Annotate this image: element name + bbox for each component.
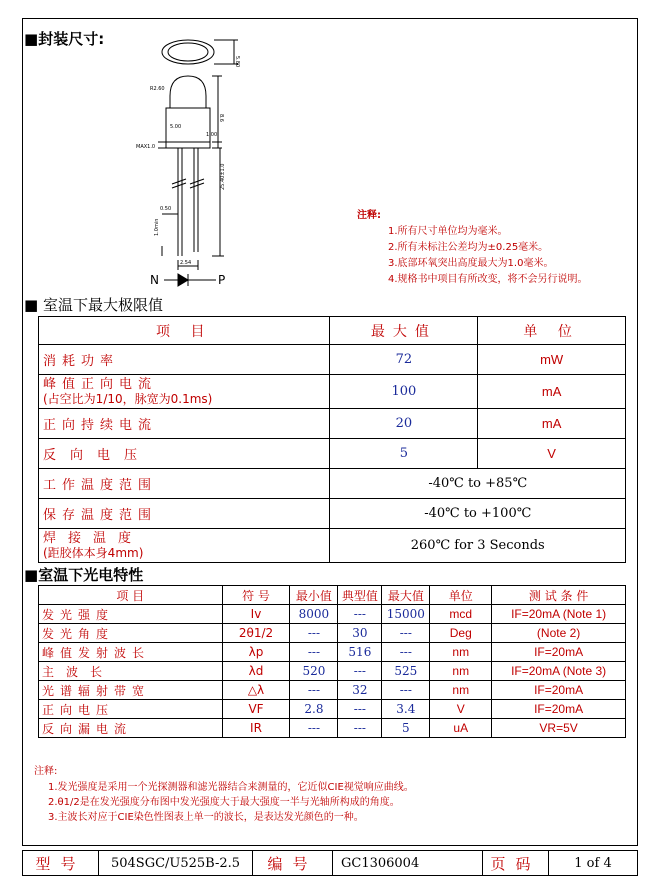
table-row: 正向电压 VF 2.8 --- 3.4 V IF=20mA [39,700,626,719]
note-item: 2.θ1/2是在发光强度分布图中发光强度大于最大强度一半与光轴所构成的角度。 [48,797,400,808]
led-package-drawing [120,24,340,289]
table-row: 消耗功率 72 mW [39,345,626,375]
table-header-row [39,317,626,345]
dim-label: 25.40±1.0 [220,163,226,190]
table-row: 峰值正向电流 (占空比为1/10，脉宽为0.1ms) 100 mA [39,375,626,409]
page-value: 1 of 4 [574,855,612,871]
dim-label: 5.00 [170,124,182,130]
table-row: 焊接温度 (距胶体本身4mm) 260℃ for 3 Seconds [39,529,626,563]
table-row: 光谱辐射带宽 △λ --- 32 --- nm IF=20mA [39,681,626,700]
max-ratings-title: ■ 室温下最大极限值 [24,296,163,314]
dim-label: 5.80 [234,56,240,68]
table-row: 发光角度 2θ1/2 --- 30 --- Deg (Note 2) [39,624,626,643]
code-value: GC1306004 [333,851,483,875]
table-header-row: 项 目 符 号 最小值 典型值 最大值 单位 测 试 条 件 [39,586,626,605]
dim-label: 1.0min [154,218,160,236]
table-row: 反向漏电流 IR --- --- 5 uA VR=5V [39,719,626,738]
dim-label: 1.00 [206,132,218,138]
table-row: 正向持续电流 20 mA [39,409,626,439]
package-notes [388,224,588,288]
dim-label: 0.50 [160,206,172,212]
model-value: 504SGC/U525B-2.5 [99,851,253,875]
header-max: 最大值 [330,317,478,345]
note-item: 3.主波长对应于CIE染色性图表上单一的波长，是表达发光颜色的一种。 [48,812,364,823]
page-label: 页码 [483,851,549,875]
electro-table [38,585,626,738]
note-item: 1.发光强度是采用一个光探测器和滤光器结合来测量的，它近似CIE视觉响应曲线。 [48,782,414,793]
table-row: 峰值发射波长 λp --- 516 --- nm IF=20mA [39,643,626,662]
header-unit: 单 位 [478,317,626,345]
package-title: ■封装尺寸: [24,30,105,48]
header-item: 项 目 [39,317,330,345]
document-footer [22,850,638,876]
dim-label: MAX1.0 [136,144,156,150]
dim-label: R2.60 [150,86,165,92]
table-row: 反向电压 5 V [39,439,626,469]
n-label: N [150,273,159,287]
note-item: 2.所有未标注公差均为±0.25毫米。 [388,242,549,253]
dim-label: 2.54 [180,260,192,266]
model-label: 型号 [23,851,99,875]
note-item: 3.底部环氧突出高度最大为1.0毫米。 [388,258,554,269]
dim-label: 8.6 [218,114,224,122]
table-row: 工作温度范围 -40℃ to +85℃ [39,469,626,499]
table-row: 发光强度 Iv 8000 --- 15000 mcd IF=20mA (Note 1) [39,605,626,624]
table-row: 保存温度范围 -40℃ to +100℃ [39,499,626,529]
note-item: 4.规格书中项目有所改变，将不会另行说明。 [388,274,588,285]
note-item: 1.所有尺寸单位均为毫米。 [388,226,508,237]
electro-notes [48,780,414,825]
electro-notes-title: 注释: [34,766,58,777]
table-row: 主波长 λd 520 --- 525 nm IF=20mA (Note 3) [39,662,626,681]
max-ratings-table [38,316,626,563]
code-label: 编号 [253,851,333,875]
electro-title: ■室温下光电特性 [24,566,144,584]
p-label: P [218,273,226,287]
package-notes-title: 注释: [357,210,381,221]
